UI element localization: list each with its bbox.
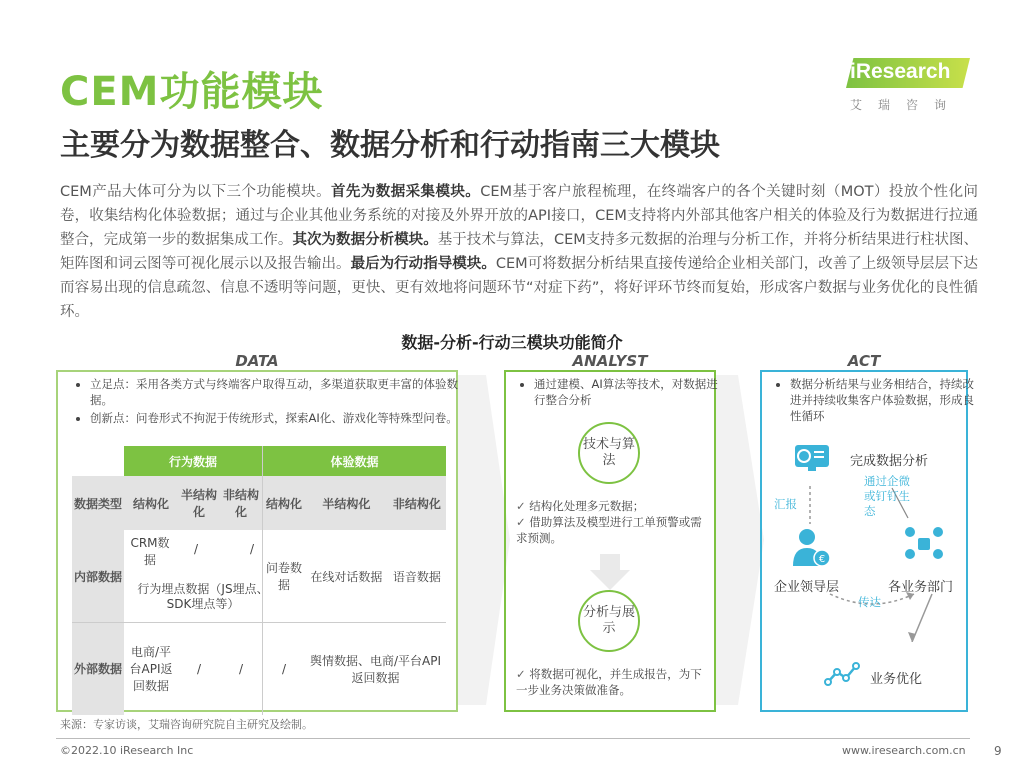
down-arrow-icon xyxy=(590,554,630,590)
section-heading: 数据-分析-行动三模块功能简介 xyxy=(401,333,623,352)
data-bullet-2: • 创新点：问卷形式不拘泥于传统形式，探索AI化、游戏化等特殊型问卷。 xyxy=(90,410,470,426)
group-behavior: 行为数据 xyxy=(124,446,262,476)
internal-label: 内部数据 xyxy=(72,530,124,623)
analyst-panel xyxy=(504,370,716,712)
act-bullet: • 数据分析结果与业务相结合，持续改进并持续收集客户体验数据，形成良性循环 xyxy=(790,376,980,424)
iresearch-logo xyxy=(846,58,970,116)
footer-divider xyxy=(56,738,970,739)
page-subtitle: 主要分为数据整合、数据分析和行动指南三大模块 xyxy=(60,128,720,163)
trend-icon xyxy=(824,662,860,686)
copyright: ©2022.10 iResearch Inc xyxy=(60,744,194,757)
group-experience: 体验数据 xyxy=(262,446,446,476)
analysis-label: 完成数据分析 xyxy=(850,454,929,469)
source-note: 来源：专家访谈，艾瑞咨询研究院自主研究及绘制。 xyxy=(60,718,313,731)
intro-bold-1: 首先为数据采集模块。 xyxy=(331,184,481,200)
act-panel-title: ACT xyxy=(816,352,912,370)
intro-bold-2: 其次为数据分析模块。 xyxy=(292,232,438,248)
analysis-display-circle: 分析与展示 xyxy=(578,590,640,652)
data-types-table: 行为数据 体验数据 数据类型 结构化 半结构化 非结构化 结构化 半结构化 非结构化 内部数据 CRM数据 / / 行为埋点数据（JS埋点、SDK埋点等） 问卷数据 在线对话数据 语音数据 外部数据 电商/平台API返回数据 / / / 舆情数据、电商/平台API返回数据 xyxy=(72,446,446,715)
report-label: 汇报 xyxy=(774,497,797,511)
check-item: ✓ 结构化处理多元数据； xyxy=(516,499,645,513)
footer-url: www.iresearch.com.cn xyxy=(842,744,966,757)
leader-label: 企业领导层 xyxy=(774,580,840,595)
data-panel-title: DATA xyxy=(200,352,314,370)
intro-paragraph: CEM产品大体可分为以下三个功能模块。首先为数据采集模块。CEM基于客户旅程梳理，在终端客户的各个关键时刻（MOT）投放个性化问卷，收集结构化体验数据；通过与企业其他业务系统的对接及外界开放的API接口，CEM支持将内外部其他客户相关的体验及行为数据进行拉通整合，完成第一步的数据集成工作。其次为数据分析模块。基于技术与算法，CEM支持多元数据的治理与分析工作，并将分析结果进行柱状图、矩阵图和词云图等可视化展示以及报告输出。最后为行动指导模块。CEM可将数据分析结果直接传递给企业相关部门，改善了上级领导层层下达而容易出现的信息疏忽、信息不透明等问题，更快、更有效地将问题环节“对症下药”，将好评环节终而复始，形成客户数据与业务优化的良性循环。 xyxy=(60,184,979,320)
optimize-label: 业务优化 xyxy=(870,672,923,687)
logo-cn: 艾瑞咨询 xyxy=(850,98,963,112)
ecosystem-label: 通过企微或钉钉生态 xyxy=(864,474,910,518)
check-item: ✓ 将数据可视化，并生成报告，为下一步业务决策做准备。 xyxy=(516,667,702,697)
tech-algorithm-circle: 技术与算法 xyxy=(578,422,640,484)
type-label: 数据类型 xyxy=(72,476,124,530)
logo-brand: iResearch xyxy=(850,60,951,83)
departments-icon xyxy=(902,524,946,564)
data-bullet-1: • 立足点：采用各类方式与终端客户取得互动，多渠道获取更丰富的体验数据。 xyxy=(90,376,470,408)
convey-label: 传达 xyxy=(858,595,881,609)
analyst-bullet: • 通过建模、AI算法等技术，对数据进行整合分析 xyxy=(534,376,726,408)
page-number: 9 xyxy=(994,744,1002,758)
page-title: CEM功能模块 xyxy=(60,69,324,115)
table-row: 内部数据 CRM数据 / / 行为埋点数据（JS埋点、SDK埋点等） 问卷数据 在线对话数据 语音数据 xyxy=(72,530,446,623)
analysis-dashboard-icon xyxy=(794,444,830,472)
intro-bold-3: 最后为行动指导模块。 xyxy=(350,256,496,272)
check-item: ✓ 借助算法及模型进行工单预警或需求预测。 xyxy=(516,515,702,545)
analyst-panel-title: ANALYST xyxy=(555,352,665,370)
act-panel xyxy=(760,370,974,712)
table-row: 外部数据 电商/平台API返回数据 / / / 舆情数据、电商/平台API返回数据 xyxy=(72,623,446,715)
data-panel xyxy=(56,370,458,712)
svg-text:€: € xyxy=(818,554,826,565)
dept-label: 各业务部门 xyxy=(888,580,954,595)
leader-icon xyxy=(792,528,832,568)
external-label: 外部数据 xyxy=(72,623,124,715)
